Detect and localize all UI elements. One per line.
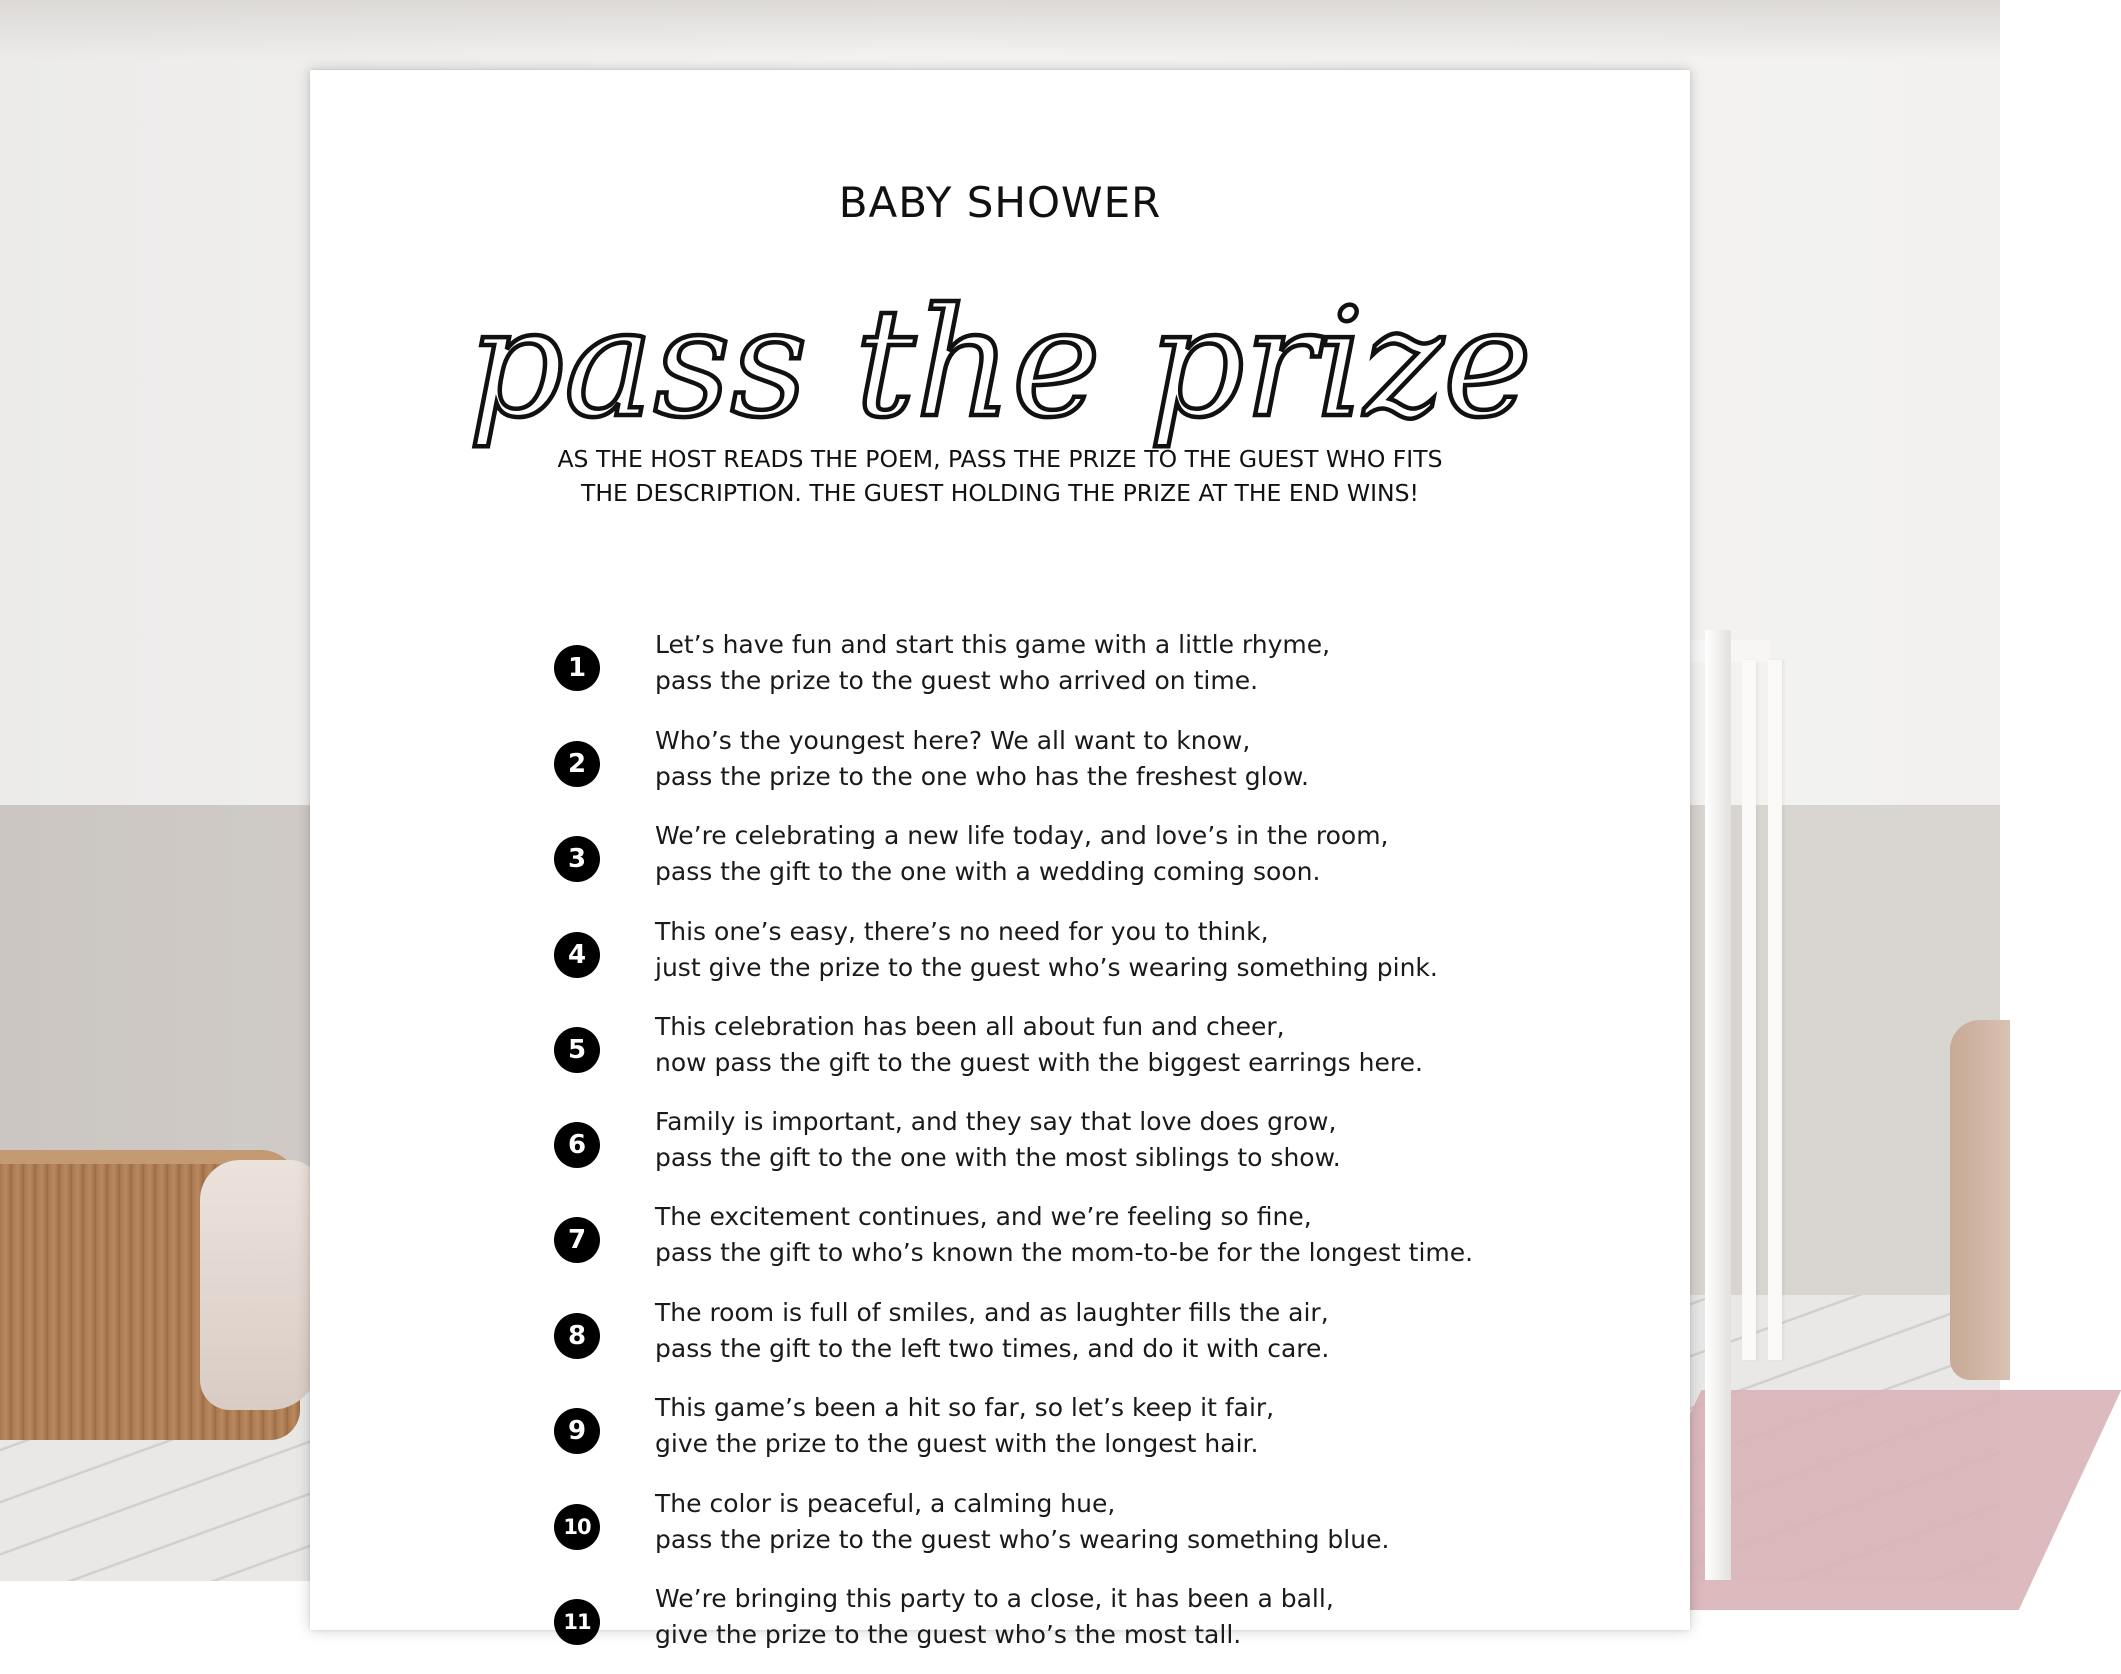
verse-number-badge: 1 [554,645,600,691]
verse-line-2: pass the gift to the one with the most siblings to show. [655,1143,1341,1172]
verse-line-2: pass the prize to the guest who arrived on time. [655,666,1259,695]
verse-line-1: This game’s been a hit so far, so let’s keep it fair, [655,1393,1275,1422]
verse-number-badge: 3 [554,836,600,882]
verse-number-badge: 9 [554,1408,600,1454]
verse-line-2: give the prize to the guest who’s the most tall. [655,1620,1242,1649]
verse-line-2: now pass the gift to the guest with the biggest earrings here. [655,1048,1423,1077]
verse-number-badge: 8 [554,1313,600,1359]
verse-line-1: The color is peaceful, a calming hue, [655,1489,1116,1518]
verse-line-1: Who’s the youngest here? We all want to know, [655,726,1251,755]
verse-number-badge: 6 [554,1122,600,1168]
background-top-shadow [0,0,2000,60]
verse-line-2: pass the gift to the one with a wedding coming soon. [655,857,1321,886]
verse-item [310,1298,1690,1388]
instructions-line-1: AS THE HOST READS THE POEM, PASS THE PRIZE TO THE GUEST WHO FITS [557,445,1443,473]
verse-line-1: Let’s have fun and start this game with a little rhyme, [655,630,1331,659]
verse-line-1: We’re celebrating a new life today, and love’s in the room, [655,821,1389,850]
verse-item [310,1489,1690,1579]
instructions-line-2: THE DESCRIPTION. THE GUEST HOLDING THE PRIZE AT THE END WINS! [581,479,1419,507]
verse-number-badge: 7 [554,1217,600,1263]
script-title-text: pass the prize [468,277,1532,451]
crib-bar [1768,660,1782,1360]
verse-line-1: Family is important, and they say that love does grow, [655,1107,1337,1136]
verse-number-badge: 4 [554,932,600,978]
verse-item [310,630,1690,720]
verse-line-2: pass the gift to the left two times, and do it with care. [655,1334,1330,1363]
crib-bar [1742,660,1756,1360]
verse-item [310,1107,1690,1197]
crib-post [1705,630,1731,1580]
side-object [1950,1020,2010,1380]
verse-line-2: give the prize to the guest with the longest hair. [655,1429,1259,1458]
verse-number-badge: 5 [554,1027,600,1073]
blanket [200,1160,320,1410]
verse-item [310,1012,1690,1102]
printable-sheet [310,70,1690,1649]
verse-item [310,821,1690,911]
verse-line-1: This one’s easy, there’s no need for you to think, [655,917,1269,946]
verse-line-2: pass the prize to the guest who’s wearing something blue. [655,1525,1390,1554]
verse-item [310,917,1690,1007]
verse-item [310,1202,1690,1292]
verse-number-badge: 11 [554,1599,600,1645]
verse-number-badge: 2 [554,741,600,787]
verse-line-1: This celebration has been all about fun and cheer, [655,1012,1285,1041]
verse-line-1: The room is full of smiles, and as laughter fills the air, [655,1298,1329,1327]
verse-item [310,726,1690,816]
verse-line-1: The excitement continues, and we’re feeling so fine, [655,1202,1312,1231]
verse-item [310,1584,1690,1674]
verse-line-1: We’re bringing this party to a close, it has been a ball, [655,1584,1334,1613]
verse-line-2: pass the prize to the one who has the freshest glow. [655,762,1309,791]
sheet-eyebrow: BABY SHOWER [838,178,1162,227]
verse-number-badge: 10 [554,1504,600,1550]
verse-item [310,1393,1690,1483]
verse-line-2: pass the gift to who’s known the mom-to-be for the longest time. [655,1238,1474,1267]
instructions [500,442,1500,510]
verse-line-2: just give the prize to the guest who’s wearing something pink. [655,953,1438,982]
